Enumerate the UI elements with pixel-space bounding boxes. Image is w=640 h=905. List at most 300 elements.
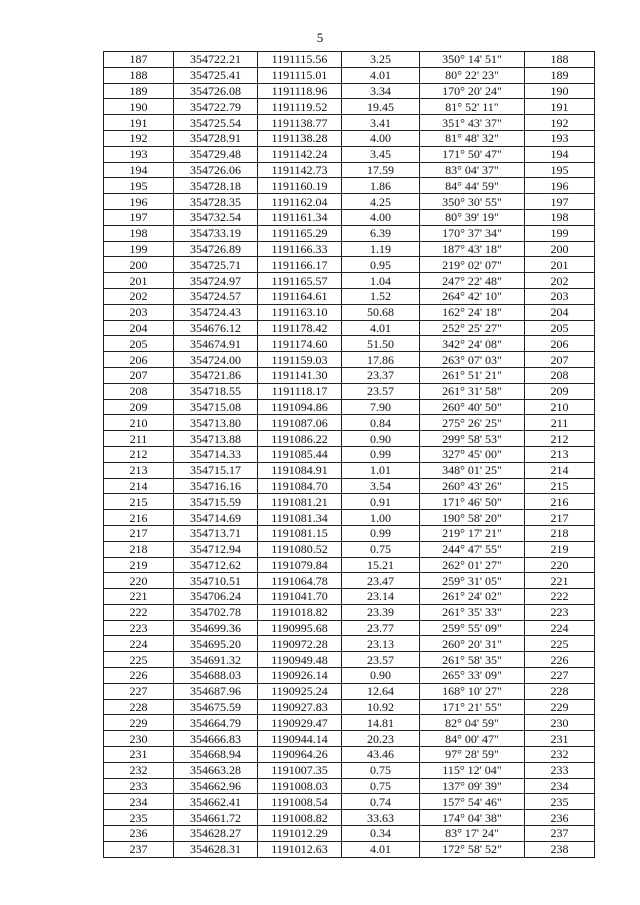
next-point-cell: 212: [525, 431, 595, 447]
next-point-cell: 236: [525, 810, 595, 826]
bearing-cell: 247° 22' 48": [420, 273, 525, 289]
point-number-cell: 200: [104, 257, 174, 273]
y-coordinate-cell: 1191084.70: [258, 478, 342, 494]
bearing-cell: 261° 31' 58": [420, 383, 525, 399]
x-coordinate-cell: 354695.20: [174, 636, 258, 652]
point-number-cell: 232: [104, 762, 174, 778]
next-point-cell: 195: [525, 162, 595, 178]
table-row: [104, 589, 595, 605]
next-point-cell: 204: [525, 304, 595, 320]
bearing-cell: 259° 55' 09": [420, 620, 525, 636]
x-coordinate-cell: 354726.89: [174, 241, 258, 257]
table-row: [104, 778, 595, 794]
next-point-cell: 233: [525, 762, 595, 778]
table-row: [104, 826, 595, 842]
bearing-cell: 219° 17' 21": [420, 525, 525, 541]
x-coordinate-cell: 354713.88: [174, 431, 258, 447]
table-row: [104, 446, 595, 462]
y-coordinate-cell: 1190949.48: [258, 652, 342, 668]
distance-cell: 4.00: [342, 130, 420, 146]
x-coordinate-cell: 354713.71: [174, 525, 258, 541]
next-point-cell: 188: [525, 52, 595, 68]
distance-cell: 0.90: [342, 668, 420, 684]
next-point-cell: 214: [525, 462, 595, 478]
next-point-cell: 235: [525, 794, 595, 810]
table-row: [104, 652, 595, 668]
bearing-cell: 162° 24' 18": [420, 304, 525, 320]
bearing-cell: 219° 02' 07": [420, 257, 525, 273]
x-coordinate-cell: 354691.32: [174, 652, 258, 668]
table-row: [104, 747, 595, 763]
point-number-cell: 191: [104, 115, 174, 131]
y-coordinate-cell: 1191163.10: [258, 304, 342, 320]
y-coordinate-cell: 1191087.06: [258, 415, 342, 431]
bearing-cell: 260° 43' 26": [420, 478, 525, 494]
bearing-cell: 263° 07' 03": [420, 352, 525, 368]
bearing-cell: 137° 09' 39": [420, 778, 525, 794]
distance-cell: 23.47: [342, 573, 420, 589]
table-row: [104, 478, 595, 494]
table-row: [104, 541, 595, 557]
next-point-cell: 227: [525, 668, 595, 684]
table-row: [104, 762, 595, 778]
distance-cell: 50.68: [342, 304, 420, 320]
y-coordinate-cell: 1191086.22: [258, 431, 342, 447]
bearing-cell: 260° 20' 31": [420, 636, 525, 652]
table-row: [104, 288, 595, 304]
next-point-cell: 207: [525, 352, 595, 368]
next-point-cell: 206: [525, 336, 595, 352]
next-point-cell: 215: [525, 478, 595, 494]
distance-cell: 3.54: [342, 478, 420, 494]
distance-cell: 12.64: [342, 683, 420, 699]
point-number-cell: 195: [104, 178, 174, 194]
table-row: [104, 494, 595, 510]
point-number-cell: 236: [104, 826, 174, 842]
point-number-cell: 202: [104, 288, 174, 304]
x-coordinate-cell: 354714.33: [174, 446, 258, 462]
x-coordinate-cell: 354722.21: [174, 52, 258, 68]
y-coordinate-cell: 1191164.61: [258, 288, 342, 304]
table-row: [104, 99, 595, 115]
next-point-cell: 213: [525, 446, 595, 462]
table-row: [104, 352, 595, 368]
point-number-cell: 234: [104, 794, 174, 810]
point-number-cell: 214: [104, 478, 174, 494]
distance-cell: 0.99: [342, 525, 420, 541]
next-point-cell: 229: [525, 699, 595, 715]
bearing-cell: 84° 00' 47": [420, 731, 525, 747]
table-row: [104, 731, 595, 747]
bearing-cell: 83° 04' 37": [420, 162, 525, 178]
point-number-cell: 209: [104, 399, 174, 415]
bearing-cell: 299° 58' 53": [420, 431, 525, 447]
bearing-cell: 350° 14' 51": [420, 52, 525, 68]
bearing-cell: 351° 43' 37": [420, 115, 525, 131]
y-coordinate-cell: 1191142.73: [258, 162, 342, 178]
distance-cell: 3.25: [342, 52, 420, 68]
bearing-cell: 171° 46' 50": [420, 494, 525, 510]
x-coordinate-cell: 354664.79: [174, 715, 258, 731]
x-coordinate-cell: 354714.69: [174, 510, 258, 526]
distance-cell: 1.19: [342, 241, 420, 257]
x-coordinate-cell: 354732.54: [174, 209, 258, 225]
point-number-cell: 220: [104, 573, 174, 589]
y-coordinate-cell: 1191162.04: [258, 194, 342, 210]
distance-cell: 0.95: [342, 257, 420, 273]
point-number-cell: 192: [104, 130, 174, 146]
distance-cell: 0.99: [342, 446, 420, 462]
x-coordinate-cell: 354688.03: [174, 668, 258, 684]
next-point-cell: 237: [525, 826, 595, 842]
distance-cell: 4.01: [342, 320, 420, 336]
y-coordinate-cell: 1191012.29: [258, 826, 342, 842]
x-coordinate-cell: 354733.19: [174, 225, 258, 241]
distance-cell: 0.75: [342, 762, 420, 778]
next-point-cell: 202: [525, 273, 595, 289]
table-row: [104, 225, 595, 241]
y-coordinate-cell: 1191080.52: [258, 541, 342, 557]
next-point-cell: 238: [525, 841, 595, 857]
distance-cell: 23.57: [342, 383, 420, 399]
y-coordinate-cell: 1191159.03: [258, 352, 342, 368]
table-row: [104, 209, 595, 225]
point-number-cell: 205: [104, 336, 174, 352]
distance-cell: 23.37: [342, 367, 420, 383]
bearing-cell: 350° 30' 55": [420, 194, 525, 210]
distance-cell: 23.57: [342, 652, 420, 668]
x-coordinate-cell: 354663.28: [174, 762, 258, 778]
next-point-cell: 190: [525, 83, 595, 99]
table-row: [104, 178, 595, 194]
next-point-cell: 230: [525, 715, 595, 731]
point-number-cell: 221: [104, 589, 174, 605]
y-coordinate-cell: 1191012.63: [258, 841, 342, 857]
point-number-cell: 227: [104, 683, 174, 699]
table-row: [104, 415, 595, 431]
table-row: [104, 336, 595, 352]
y-coordinate-cell: 1191079.84: [258, 557, 342, 573]
distance-cell: 0.91: [342, 494, 420, 510]
next-point-cell: 193: [525, 130, 595, 146]
y-coordinate-cell: 1190972.28: [258, 636, 342, 652]
table-row: [104, 130, 595, 146]
y-coordinate-cell: 1191115.56: [258, 52, 342, 68]
x-coordinate-cell: 354628.27: [174, 826, 258, 842]
table-row: [104, 162, 595, 178]
bearing-cell: 261° 58' 35": [420, 652, 525, 668]
x-coordinate-cell: 354724.43: [174, 304, 258, 320]
table-row: [104, 320, 595, 336]
next-point-cell: 234: [525, 778, 595, 794]
distance-cell: 4.00: [342, 209, 420, 225]
point-number-cell: 206: [104, 352, 174, 368]
y-coordinate-cell: 1191118.96: [258, 83, 342, 99]
y-coordinate-cell: 1191081.15: [258, 525, 342, 541]
bearing-cell: 171° 21' 55": [420, 699, 525, 715]
next-point-cell: 194: [525, 146, 595, 162]
next-point-cell: 192: [525, 115, 595, 131]
y-coordinate-cell: 1191007.35: [258, 762, 342, 778]
x-coordinate-cell: 354666.83: [174, 731, 258, 747]
x-coordinate-cell: 354724.00: [174, 352, 258, 368]
table-row: [104, 683, 595, 699]
distance-cell: 20.23: [342, 731, 420, 747]
point-number-cell: 224: [104, 636, 174, 652]
next-point-cell: 211: [525, 415, 595, 431]
point-number-cell: 201: [104, 273, 174, 289]
x-coordinate-cell: 354715.17: [174, 462, 258, 478]
y-coordinate-cell: 1190995.68: [258, 620, 342, 636]
point-number-cell: 217: [104, 525, 174, 541]
table-row: [104, 620, 595, 636]
y-coordinate-cell: 1191138.28: [258, 130, 342, 146]
point-number-cell: 204: [104, 320, 174, 336]
next-point-cell: 205: [525, 320, 595, 336]
bearing-cell: 97° 28' 59": [420, 747, 525, 763]
table-row: [104, 194, 595, 210]
point-number-cell: 230: [104, 731, 174, 747]
bearing-cell: 157° 54' 46": [420, 794, 525, 810]
table-row: [104, 273, 595, 289]
y-coordinate-cell: 1191174.60: [258, 336, 342, 352]
distance-cell: 14.81: [342, 715, 420, 731]
table-row: [104, 399, 595, 415]
x-coordinate-cell: 354702.78: [174, 604, 258, 620]
distance-cell: 3.45: [342, 146, 420, 162]
next-point-cell: 216: [525, 494, 595, 510]
table-row: [104, 699, 595, 715]
y-coordinate-cell: 1191138.77: [258, 115, 342, 131]
point-number-cell: 196: [104, 194, 174, 210]
bearing-cell: 261° 51' 21": [420, 367, 525, 383]
table-row: [104, 241, 595, 257]
distance-cell: 23.13: [342, 636, 420, 652]
distance-cell: 3.41: [342, 115, 420, 131]
bearing-cell: 115° 12' 04": [420, 762, 525, 778]
point-number-cell: 207: [104, 367, 174, 383]
distance-cell: 15.21: [342, 557, 420, 573]
point-number-cell: 233: [104, 778, 174, 794]
x-coordinate-cell: 354628.31: [174, 841, 258, 857]
y-coordinate-cell: 1191008.82: [258, 810, 342, 826]
point-number-cell: 223: [104, 620, 174, 636]
x-coordinate-cell: 354724.57: [174, 288, 258, 304]
bearing-cell: 348° 01' 25": [420, 462, 525, 478]
x-coordinate-cell: 354725.71: [174, 257, 258, 273]
table-row: [104, 52, 595, 68]
bearing-cell: 262° 01' 27": [420, 557, 525, 573]
x-coordinate-cell: 354726.06: [174, 162, 258, 178]
bearing-cell: 187° 43' 18": [420, 241, 525, 257]
x-coordinate-cell: 354716.16: [174, 478, 258, 494]
distance-cell: 0.74: [342, 794, 420, 810]
next-point-cell: 203: [525, 288, 595, 304]
y-coordinate-cell: 1191008.03: [258, 778, 342, 794]
x-coordinate-cell: 354726.08: [174, 83, 258, 99]
next-point-cell: 228: [525, 683, 595, 699]
point-number-cell: 229: [104, 715, 174, 731]
x-coordinate-cell: 354728.35: [174, 194, 258, 210]
bearing-cell: 84° 44' 59": [420, 178, 525, 194]
y-coordinate-cell: 1191085.44: [258, 446, 342, 462]
next-point-cell: 219: [525, 541, 595, 557]
point-number-cell: 235: [104, 810, 174, 826]
point-number-cell: 194: [104, 162, 174, 178]
bearing-cell: 168° 10' 27": [420, 683, 525, 699]
x-coordinate-cell: 354699.36: [174, 620, 258, 636]
point-number-cell: 219: [104, 557, 174, 573]
y-coordinate-cell: 1191141.30: [258, 367, 342, 383]
distance-cell: 17.59: [342, 162, 420, 178]
distance-cell: 1.01: [342, 462, 420, 478]
point-number-cell: 222: [104, 604, 174, 620]
x-coordinate-cell: 354687.96: [174, 683, 258, 699]
table-row: [104, 557, 595, 573]
table-row: [104, 668, 595, 684]
table-row: [104, 67, 595, 83]
x-coordinate-cell: 354674.91: [174, 336, 258, 352]
coordinates-table: [103, 51, 595, 858]
next-point-cell: 196: [525, 178, 595, 194]
x-coordinate-cell: 354724.97: [174, 273, 258, 289]
table-row: [104, 573, 595, 589]
next-point-cell: 217: [525, 510, 595, 526]
y-coordinate-cell: 1191166.17: [258, 257, 342, 273]
point-number-cell: 210: [104, 415, 174, 431]
x-coordinate-cell: 354721.86: [174, 367, 258, 383]
next-point-cell: 208: [525, 367, 595, 383]
next-point-cell: 201: [525, 257, 595, 273]
distance-cell: 1.00: [342, 510, 420, 526]
y-coordinate-cell: 1191166.33: [258, 241, 342, 257]
table-row: [104, 462, 595, 478]
x-coordinate-cell: 354715.59: [174, 494, 258, 510]
bearing-cell: 260° 40' 50": [420, 399, 525, 415]
point-number-cell: 211: [104, 431, 174, 447]
point-number-cell: 212: [104, 446, 174, 462]
next-point-cell: 209: [525, 383, 595, 399]
y-coordinate-cell: 1191160.19: [258, 178, 342, 194]
bearing-cell: 190° 58' 20": [420, 510, 525, 526]
bearing-cell: 83° 17' 24": [420, 826, 525, 842]
point-number-cell: 203: [104, 304, 174, 320]
bearing-cell: 172° 58' 52": [420, 841, 525, 857]
point-number-cell: 197: [104, 209, 174, 225]
table-row: [104, 604, 595, 620]
table-row: [104, 636, 595, 652]
point-number-cell: 218: [104, 541, 174, 557]
distance-cell: 4.01: [342, 67, 420, 83]
bearing-cell: 265° 33' 09": [420, 668, 525, 684]
coordinates-table-body: [104, 52, 595, 858]
bearing-cell: 244° 47' 55": [420, 541, 525, 557]
distance-cell: 23.77: [342, 620, 420, 636]
y-coordinate-cell: 1191084.91: [258, 462, 342, 478]
bearing-cell: 327° 45' 00": [420, 446, 525, 462]
point-number-cell: 188: [104, 67, 174, 83]
next-point-cell: 232: [525, 747, 595, 763]
x-coordinate-cell: 354718.55: [174, 383, 258, 399]
table-row: [104, 431, 595, 447]
y-coordinate-cell: 1191115.01: [258, 67, 342, 83]
bearing-cell: 174° 04' 38": [420, 810, 525, 826]
distance-cell: 10.92: [342, 699, 420, 715]
table-row: [104, 115, 595, 131]
distance-cell: 0.75: [342, 778, 420, 794]
y-coordinate-cell: 1190929.47: [258, 715, 342, 731]
bearing-cell: 264° 42' 10": [420, 288, 525, 304]
x-coordinate-cell: 354722.79: [174, 99, 258, 115]
bearing-cell: 170° 37' 34": [420, 225, 525, 241]
distance-cell: 1.86: [342, 178, 420, 194]
bearing-cell: 259° 31' 05": [420, 573, 525, 589]
next-point-cell: 223: [525, 604, 595, 620]
x-coordinate-cell: 354676.12: [174, 320, 258, 336]
point-number-cell: 190: [104, 99, 174, 115]
point-number-cell: 199: [104, 241, 174, 257]
distance-cell: 3.34: [342, 83, 420, 99]
point-number-cell: 213: [104, 462, 174, 478]
x-coordinate-cell: 354729.48: [174, 146, 258, 162]
distance-cell: 6.39: [342, 225, 420, 241]
bearing-cell: 261° 35' 33": [420, 604, 525, 620]
x-coordinate-cell: 354706.24: [174, 589, 258, 605]
x-coordinate-cell: 354675.59: [174, 699, 258, 715]
bearing-cell: 80° 22' 23": [420, 67, 525, 83]
y-coordinate-cell: 1191041.70: [258, 589, 342, 605]
bearing-cell: 81° 52' 11": [420, 99, 525, 115]
point-number-cell: 231: [104, 747, 174, 763]
y-coordinate-cell: 1191081.21: [258, 494, 342, 510]
point-number-cell: 237: [104, 841, 174, 857]
y-coordinate-cell: 1191165.29: [258, 225, 342, 241]
y-coordinate-cell: 1190925.24: [258, 683, 342, 699]
next-point-cell: 218: [525, 525, 595, 541]
bearing-cell: 171° 50' 47": [420, 146, 525, 162]
x-coordinate-cell: 354668.94: [174, 747, 258, 763]
distance-cell: 19.45: [342, 99, 420, 115]
bearing-cell: 275° 26' 25": [420, 415, 525, 431]
next-point-cell: 200: [525, 241, 595, 257]
y-coordinate-cell: 1191094.86: [258, 399, 342, 415]
next-point-cell: 197: [525, 194, 595, 210]
point-number-cell: 226: [104, 668, 174, 684]
y-coordinate-cell: 1191064.78: [258, 573, 342, 589]
distance-cell: 4.01: [342, 841, 420, 857]
y-coordinate-cell: 1191008.54: [258, 794, 342, 810]
x-coordinate-cell: 354715.08: [174, 399, 258, 415]
x-coordinate-cell: 354725.54: [174, 115, 258, 131]
table-row: [104, 304, 595, 320]
bearing-cell: 342° 24' 08": [420, 336, 525, 352]
next-point-cell: 231: [525, 731, 595, 747]
x-coordinate-cell: 354712.62: [174, 557, 258, 573]
x-coordinate-cell: 354662.96: [174, 778, 258, 794]
table-row: [104, 510, 595, 526]
distance-cell: 4.25: [342, 194, 420, 210]
point-number-cell: 187: [104, 52, 174, 68]
next-point-cell: 222: [525, 589, 595, 605]
point-number-cell: 228: [104, 699, 174, 715]
next-point-cell: 191: [525, 99, 595, 115]
next-point-cell: 225: [525, 636, 595, 652]
y-coordinate-cell: 1191165.57: [258, 273, 342, 289]
table-row: [104, 841, 595, 857]
bearing-cell: 80° 39' 19": [420, 209, 525, 225]
y-coordinate-cell: 1190944.14: [258, 731, 342, 747]
table-row: [104, 367, 595, 383]
